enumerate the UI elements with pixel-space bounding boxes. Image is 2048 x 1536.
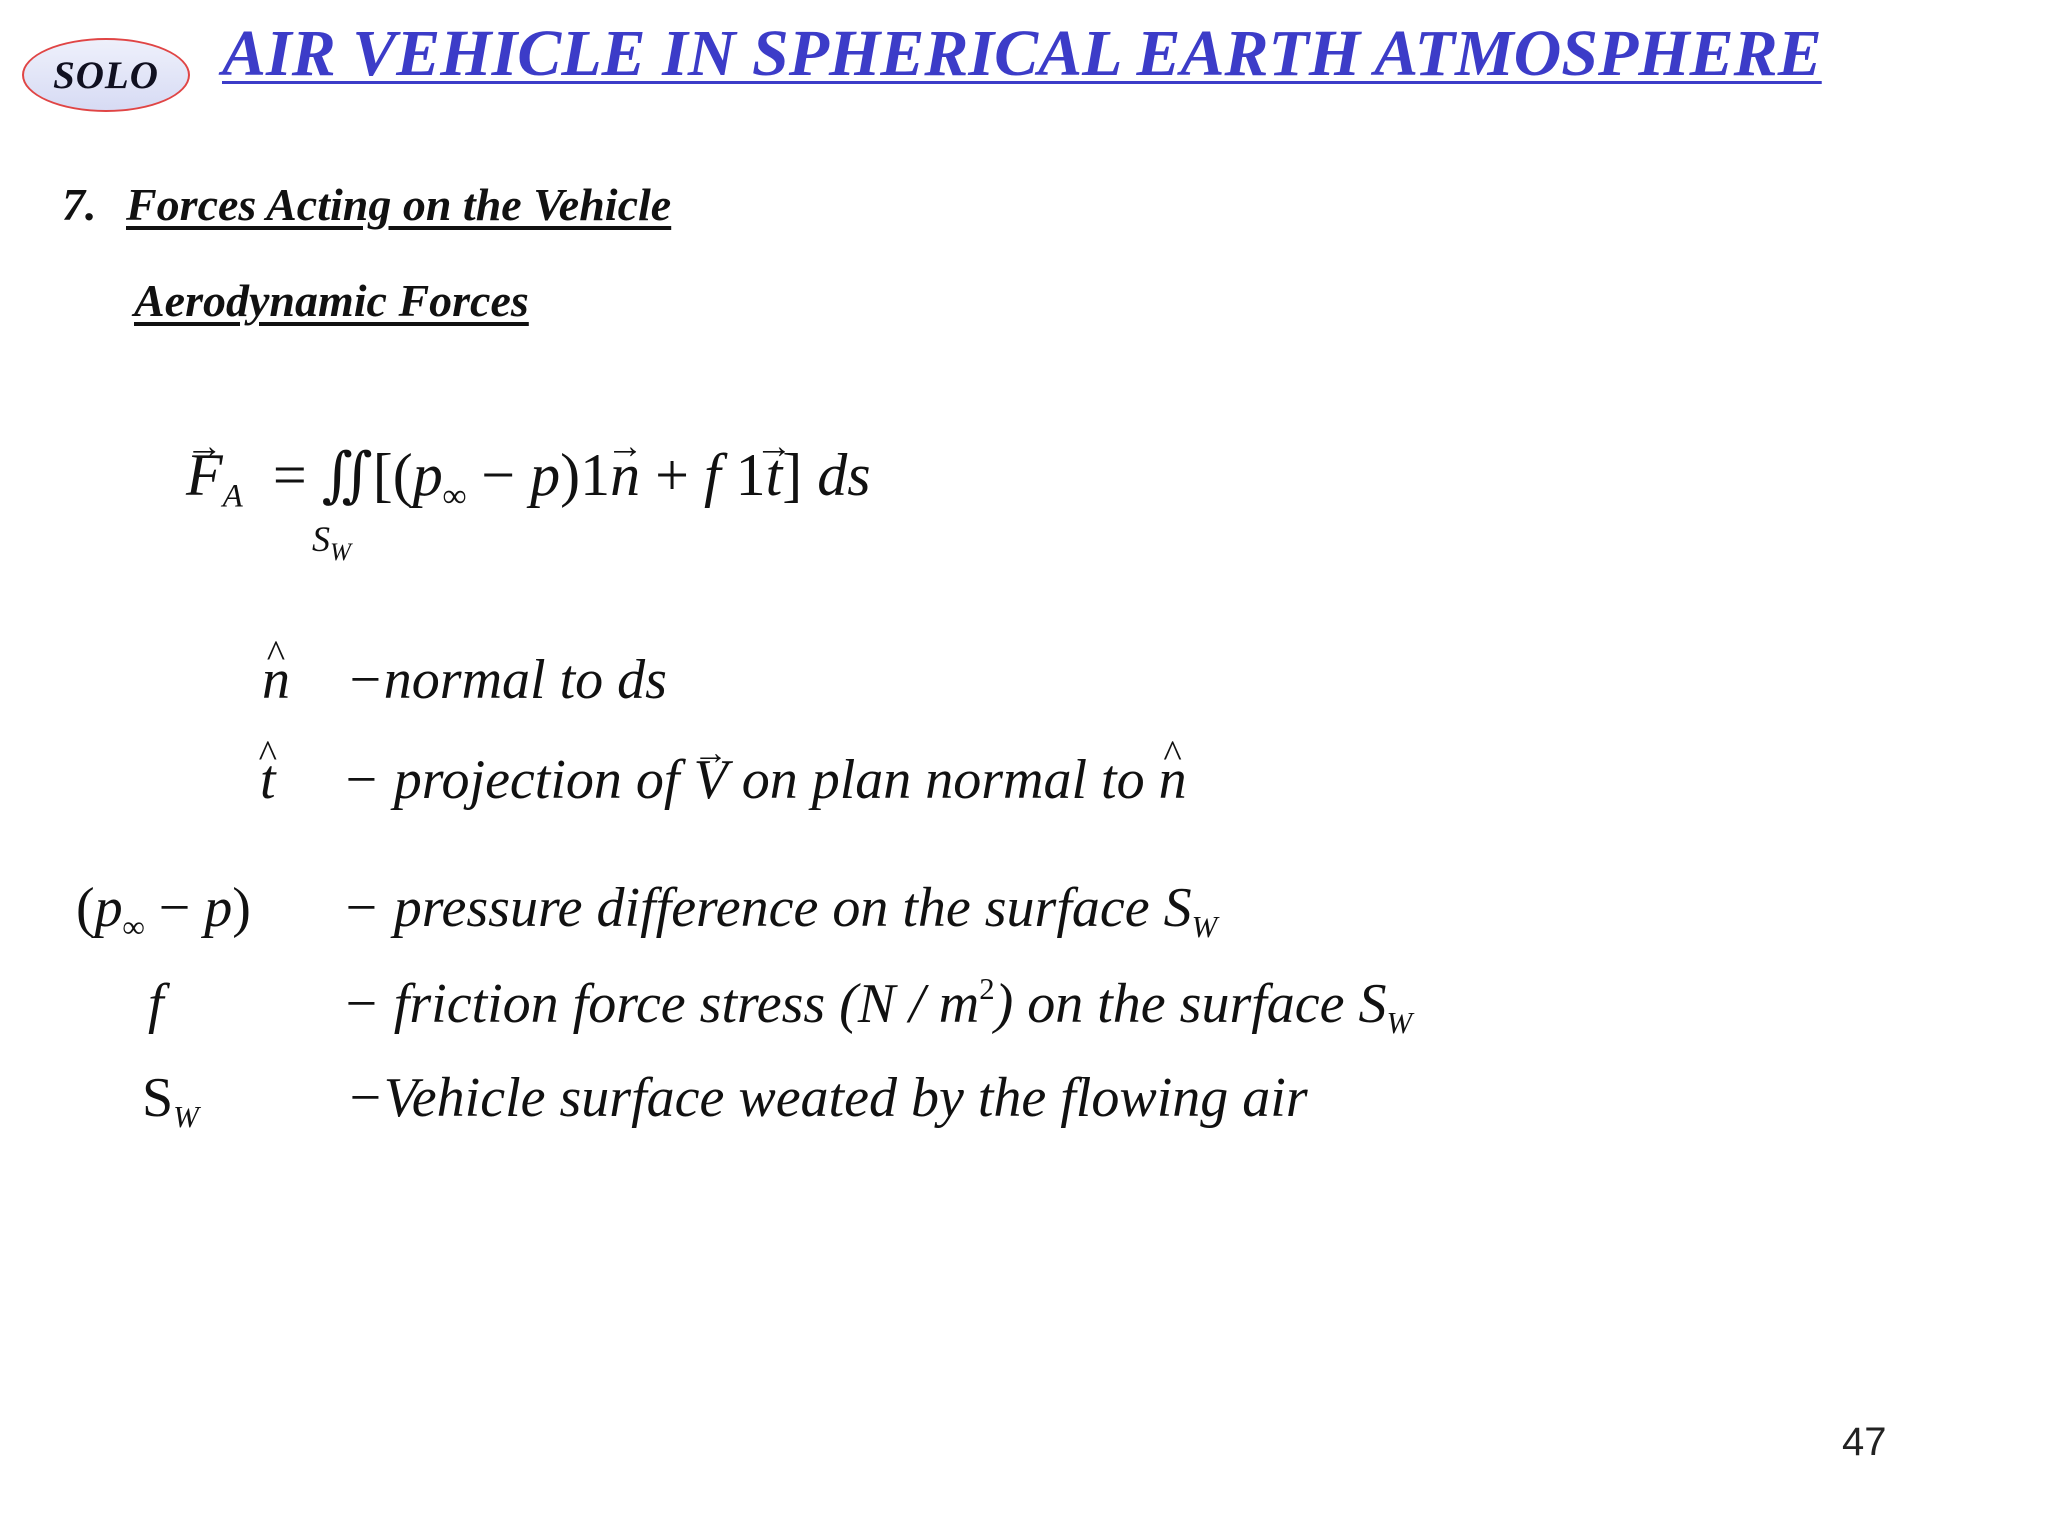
p-inf: p xyxy=(412,442,443,508)
p: p xyxy=(530,442,561,508)
double-integral-sign: ∬ xyxy=(321,442,373,508)
unit-one-n: 1 xyxy=(580,442,611,508)
friction-symbol: f xyxy=(703,442,721,508)
tangent-vector: → t xyxy=(766,441,783,510)
def-symbol-pressure: $(p_\infty - p)$ xyxy=(76,877,251,944)
integral-domain: $S_W$ xyxy=(312,519,351,566)
section-number: 7. xyxy=(62,179,97,230)
inf-subscript: ∞ xyxy=(442,478,467,515)
def-pressure-text: − pressure difference on the surface $S_W$ xyxy=(342,877,1218,944)
logo-text: SOLO xyxy=(53,53,159,97)
def-friction-text: − friction force stress $(N / m^2)$ on the surface $S_W$ xyxy=(342,972,1413,1040)
def-sw-text: −Vehicle surface weated by the flowing air xyxy=(346,1067,1308,1129)
aero-force-equation: → $F_A$ = $∬[(p_\infty - p)1\to n + f$ 1→ t] ds xyxy=(186,440,871,516)
def-symbol-sw: $S_W$ xyxy=(142,1067,199,1134)
ds: ds xyxy=(817,442,871,508)
normal-vector: → n xyxy=(610,441,640,510)
def-t-text: − projection of → V on plan normal to ^ n xyxy=(342,748,1187,812)
section-title: Forces Acting on the Vehicle xyxy=(126,179,672,230)
def-n-text: −normal to ds xyxy=(346,649,667,711)
subsection-title: Aerodynamic Forces xyxy=(134,275,529,326)
force-vector: → F xyxy=(186,441,223,510)
def-symbol-n: ^ n xyxy=(262,648,290,712)
force-subscript: A xyxy=(222,478,243,515)
solo-logo xyxy=(22,38,190,112)
page-number: 47 xyxy=(1842,1420,1887,1464)
slide-title: AIR VEHICLE IN SPHERICAL EARTH ATMOSPHERE xyxy=(222,17,1822,90)
def-symbol-t: ^ t xyxy=(260,748,276,812)
unit-one-t: 1 xyxy=(735,442,766,508)
def-symbol-f: f xyxy=(148,973,164,1035)
